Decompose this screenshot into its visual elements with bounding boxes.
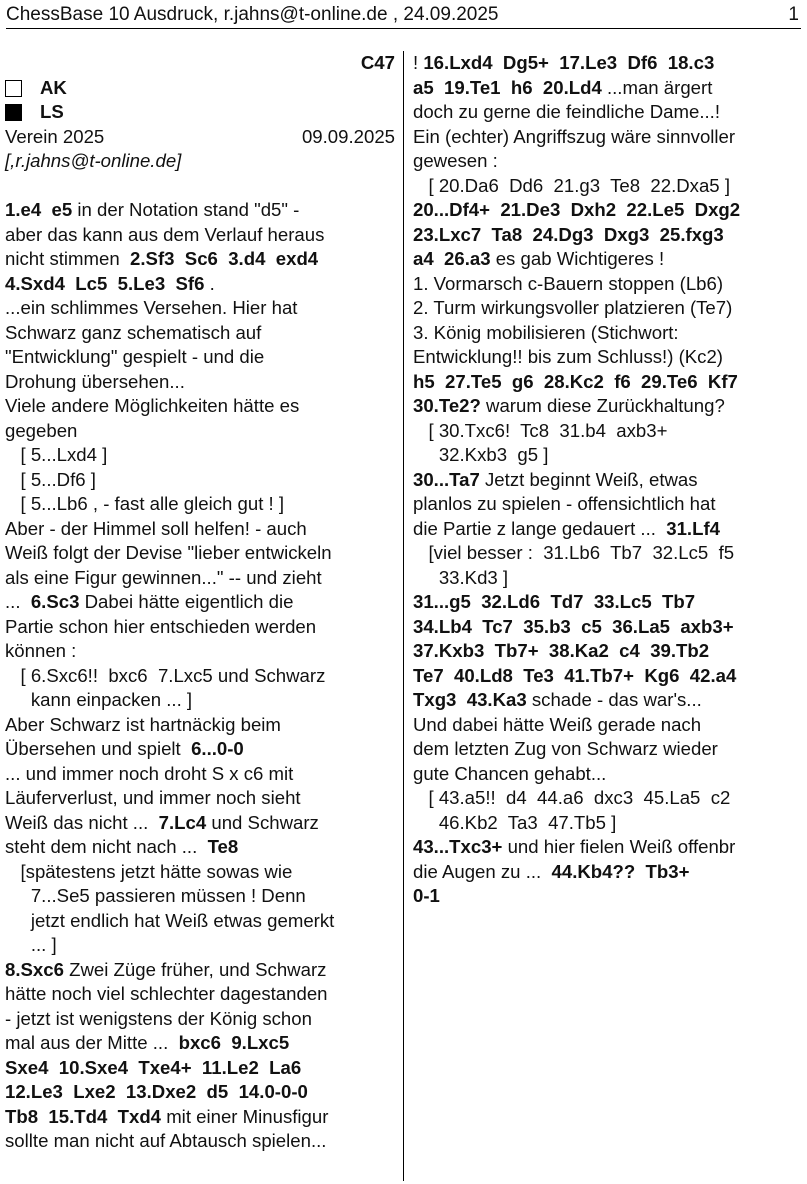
text-line [5,468,395,493]
comment-text: die Partie z lange gedauert ... [413,517,667,539]
text-line [5,811,395,836]
text-line [413,860,801,885]
comment-text: [ 43.a5!! d4 44.a6 dxc3 45.La5 c2 [413,787,731,808]
comment-text: planlos zu spielen - offensichtlich hat [413,493,716,514]
comment-text: und Schwarz [206,811,319,833]
text-line [413,296,801,321]
text-line [413,566,801,591]
print-header [6,4,801,29]
move-text: 34.Lb4 Tc7 35.b3 c5 36.La5 axb3+ [413,615,734,637]
text-line [5,762,395,787]
text-line [413,198,801,223]
comment-text: aber das kann aus dem Verlauf heraus [5,223,325,245]
comment-text: schade - das war's... [526,689,702,710]
text-line [5,786,395,811]
comment-text: sollte man nicht auf Abtausch spielen... [5,1130,327,1151]
text-line [413,443,801,468]
text-line [5,664,395,689]
comment-text: es gab Wichtigeres ! [490,248,665,269]
text-line [5,321,395,346]
text-line [5,541,395,566]
text-line [5,296,395,321]
comment-text: Zwei Züge früher, und Schwarz [63,958,327,980]
text-line [413,762,801,787]
comment-text: mit einer Minusfigur [161,1105,329,1127]
text-line [5,713,395,738]
text-line [5,198,395,223]
text-line [413,174,801,199]
text-line [413,149,801,174]
text-line [5,835,395,860]
comment-text: ...ein schlimmes Versehen. Hier hat [5,297,298,318]
comment-text: 7...Se5 passieren müssen ! Denn [5,885,306,906]
comment-text: Übersehen und spielt [5,738,192,759]
text-line [5,909,395,934]
text-line [5,370,395,395]
move-text: 6...0-0 [191,738,244,759]
text-line [413,76,801,101]
comment-text: Jetzt beginnt Weiß, etwas [479,468,698,490]
comment-text: Viele andere Möglichkeiten hätte es [5,395,300,416]
text-line [413,835,801,860]
text-line [413,100,801,125]
comment-text: . [204,272,215,294]
comment-text: Dabei hätte eigentlich die [79,591,294,612]
text-line [5,1129,395,1154]
text-line [413,492,801,517]
move-text: 44.Kb4?? Tb3+ [551,860,690,882]
text-line [5,272,395,297]
comment-text: 46.Kb2 Ta3 47.Tb5 ] [413,811,617,833]
move-text: 30.Te2? [413,395,481,416]
text-line [5,443,395,468]
text-line [5,737,395,762]
comment-text: gegeben [5,419,78,441]
text-line [5,223,395,248]
comment-text: dem letzten Zug von Schwarz wieder [413,738,718,759]
move-text: Te8 [207,836,239,857]
move-text: 30...Ta7 [413,468,480,490]
move-text: 16.Lxd4 Dg5+ 17.Le3 Df6 18.c3 [423,52,715,73]
comment-text: [ 6.Sxc6!! bxc6 7.Lxc5 und Schwarz [5,664,326,686]
text-line [413,713,801,738]
text-line [5,1031,395,1056]
annotator: [,r.jahns@t-online.de] [5,150,182,171]
move-text: Te7 40.Ld8 Te3 41.Tb7+ Kg6 42.a4 [413,664,737,686]
comment-text: 3. König mobilisieren (Stichwort: [413,321,679,343]
comment-text: gute Chancen gehabt... [413,762,607,784]
comment-text: Schwarz ganz schematisch auf [5,321,262,343]
comment-text: mal aus der Mitte ... [5,1032,179,1053]
comment-text: Partie schon hier entschieden werden [5,615,317,637]
comment-text: 32.Kxb3 g5 ] [413,444,549,465]
event-name: Verein 2025 [5,125,105,147]
comment-text: [ 20.Da6 Dd6 21.g3 Te8 22.Dxa5 ] [413,174,730,196]
comment-text: warum diese Zurückhaltung? [480,395,725,416]
left-game-text [5,198,395,1154]
text-line [413,884,801,909]
text-line [413,737,801,762]
comment-text: als eine Figur gewinnen..." -- und zieht [5,566,322,588]
text-line [413,223,801,248]
comment-text: gewesen : [413,150,498,171]
spacer [5,174,395,199]
comment-text: die Augen zu ... [413,860,552,882]
move-text: a5 19.Te1 h6 20.Ld4 [413,76,602,98]
right-game-text [413,51,801,909]
comment-text: doch zu gerne die feindliche Dame...! [413,101,720,122]
comment-text: 2. Turm wirkungsvoller platzieren (Te7) [413,297,733,318]
text-line [413,394,801,419]
move-text: 0-1 [413,885,440,906]
white-player-row [5,76,395,101]
black-player-name: LS [40,101,64,122]
move-text: 31...g5 32.Ld6 Td7 33.Lc5 Tb7 [413,591,696,612]
black-square-icon [5,104,22,121]
comment-text: [ 5...Lb6 , - fast alle gleich gut ! ] [5,493,285,514]
text-line [413,51,801,76]
text-line [5,1105,395,1130]
move-text: h5 27.Te5 g6 28.Kc2 f6 29.Te6 Kf7 [413,370,738,392]
move-text: Txg3 43.Ka3 [413,689,527,710]
text-line [5,884,395,909]
comment-text: können : [5,640,77,661]
white-square-icon [5,80,22,97]
text-line [413,272,801,297]
text-line [5,615,395,640]
event-row [5,125,395,150]
comment-text: nicht stimmen [5,248,131,269]
text-line [413,615,801,640]
text-line [5,1007,395,1032]
text-line [413,639,801,664]
comment-text: in der Notation stand "d5" - [72,199,300,220]
comment-text: 33.Kd3 ] [413,566,509,588]
move-text: 8.Sxc6 [5,958,64,980]
comment-text: jetzt endlich hat Weiß etwas gemerkt [5,909,335,931]
text-line [5,688,395,713]
header-title: ChessBase 10 Ausdruck, r.jahns@t-online.de , 24.09.2025 [6,4,499,25]
text-line [413,468,801,493]
right-column [413,51,801,909]
move-text: Sxe4 10.Sxe4 Txe4+ 11.Le2 La6 [5,1056,302,1078]
comment-text: 1. Vormarsch c-Bauern stoppen (Lb6) [413,272,724,294]
move-text: 1.e4 e5 [5,199,73,220]
comment-text: [ 5...Df6 ] [5,468,96,490]
text-line [413,590,801,615]
text-line [5,345,395,370]
comment-text: Weiß das nicht ... [5,811,159,833]
comment-text: [ 5...Lxd4 ] [5,444,108,465]
white-player-name: AK [40,76,67,98]
text-line [413,321,801,346]
comment-text: ...man ärgert [601,76,713,98]
text-line [413,370,801,395]
comment-text: und hier fielen Weiß offenbr [502,836,736,857]
page-number: 1 [788,4,799,25]
comment-text: steht dem nicht nach ... [5,836,208,857]
comment-text: hätte noch viel schlechter dagestanden [5,983,328,1004]
comment-text: ... und immer noch droht S x c6 mit [5,762,294,784]
move-text: bxc6 9.Lxc5 [178,1032,290,1053]
text-line [413,688,801,713]
eco-code: C47 [360,52,395,73]
text-line [5,492,395,517]
text-line [5,958,395,983]
comment-text: Aber - der Himmel soll helfen! - auch [5,517,307,539]
comment-text: [viel besser : 31.Lb6 Tb7 32.Lc5 f5 [413,542,735,563]
comment-text: ! [413,52,424,73]
text-line [413,517,801,542]
text-line [5,394,395,419]
text-line [413,664,801,689]
comment-text: Ein (echter) Angriffszug wäre sinnvoller [413,125,736,147]
text-line [413,419,801,444]
comment-text: [ 30.Txc6! Tc8 31.b4 axb3+ [413,419,668,441]
comment-text: Drohung übersehen... [5,370,185,392]
text-line [413,786,801,811]
move-text: 2.Sf3 Sc6 3.d4 exd4 [130,248,319,269]
move-text: 7.Lc4 [158,811,207,833]
text-line [413,345,801,370]
move-text: a4 26.a3 [413,248,491,269]
text-line [5,1080,395,1105]
move-text: 12.Le3 Lxe2 13.Dxe2 d5 14.0-0-0 [5,1081,308,1102]
text-line [5,639,395,664]
text-line [413,247,801,272]
game-date: 09.09.2025 [301,125,395,147]
comment-text: ... ] [5,934,57,955]
text-line [5,247,395,272]
text-line [5,419,395,444]
black-player-row [5,100,395,125]
comment-text: Weiß folgt der Devise "lieber entwickeln [5,542,332,563]
text-line [413,811,801,836]
comment-text: - jetzt ist wenigstens der König schon [5,1007,312,1029]
move-text: 43...Txc3+ [413,836,503,857]
comment-text: ... [5,591,31,612]
text-line [413,541,801,566]
comment-text: [spätestens jetzt hätte sowas wie [5,860,293,882]
text-line [5,517,395,542]
move-text: 31.Lf4 [666,517,720,539]
comment-text: kann einpacken ... ] [5,689,193,710]
move-text: 23.Lxc7 Ta8 24.Dg3 Dxg3 25.fxg3 [413,223,724,245]
left-column [5,51,395,1154]
column-divider [403,51,404,1181]
move-text: Tb8 15.Td4 Txd4 [5,1105,162,1127]
move-text: 37.Kxb3 Tb7+ 38.Ka2 c4 39.Tb2 [413,640,710,661]
text-line [413,125,801,150]
comment-text: Läuferverlust, und immer noch sieht [5,787,301,808]
move-text: 20...Df4+ 21.De3 Dxh2 22.Le5 Dxg2 [413,199,741,220]
comment-text: "Entwicklung" gespielt - und die [5,346,265,367]
text-line [5,933,395,958]
comment-text: Aber Schwarz ist hartnäckig beim [5,713,281,735]
text-line [5,590,395,615]
comment-text: Und dabei hätte Weiß gerade nach [413,713,702,735]
comment-text: Entwicklung!! bis zum Schluss!) (Kc2) [413,346,723,367]
move-text: 4.Sxd4 Lc5 5.Le3 Sf6 [5,272,205,294]
text-line [5,982,395,1007]
text-line [5,1056,395,1081]
text-line [5,860,395,885]
text-line [5,566,395,591]
move-text: 6.Sc3 [30,591,80,612]
